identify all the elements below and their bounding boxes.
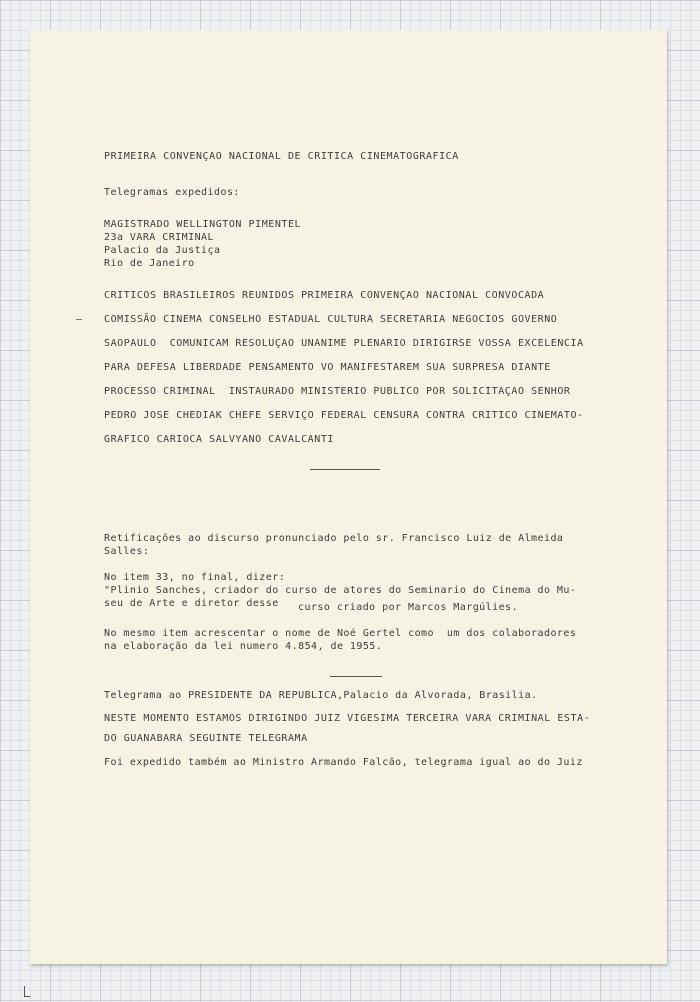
address-line: 23a VARA CRIMINAL (104, 232, 214, 243)
document-title: PRIMEIRA CONVENÇAO NACIONAL DE CRITICA CINEMATOGRAFICA (104, 151, 459, 162)
addition-line: na elaboração da lei numero 4.854, de 1955. (104, 641, 383, 652)
telegram-caps-line: DO GUANABARA SEGUINTE TELEGRAMA (104, 733, 308, 744)
telegram-line: PEDRO JOSE CHEDIAK CHEFE SERVIÇO FEDERAL CENSURA CONTRA CRITICO CINEMATO- (104, 410, 584, 421)
telegram-president-line: Telegrama ao PRESIDENTE DA REPUBLICA,Palacio da Alvorada, Brasilia. (104, 690, 538, 701)
margin-mark (76, 319, 82, 320)
telegram-line: CRITICOS BRASILEIROS REUNIDOS PRIMEIRA CONVENÇAO NACIONAL CONVOCADA (104, 290, 545, 301)
address-line: Rio de Janeiro (104, 258, 195, 269)
addition-line: No mesmo item acrescentar o nome de Noé Gertel como um dos colaboradores (104, 628, 577, 639)
item-line: No item 33, no final, dizer: (104, 572, 286, 583)
telegram-caps-line: NESTE MOMENTO ESTAMOS DIRIGINDO JUIZ VIGESIMA TERCEIRA VARA CRIMINAL ESTA- (104, 713, 591, 724)
corner-mark (24, 986, 30, 997)
section2-heading: Salles: (104, 546, 150, 557)
address-line: Palacio da Justiça (104, 245, 221, 256)
section2-heading: Retificações ao discurso pronunciado pelo sr. Francisco Luiz de Almeida (104, 533, 564, 544)
quote-line: "Plinio Sanches, criador do curso de atores do Seminario do Cinema do Mu- (104, 585, 577, 596)
telegram-line: GRAFICO CARIOCA SALVYANO CAVALCANTI (104, 434, 334, 445)
telegram-line: COMISSÃO CINEMA CONSELHO ESTADUAL CULTURA SECRETARIA NEGOCIOS GOVERNO (104, 314, 558, 325)
telegram-line: SAOPAULO COMUNICAM RESOLUÇAO UNANIME PLENARIO DIRIGIRSE VOSSA EXCELENCIA (104, 338, 584, 349)
section1-heading: Telegramas expedidos: (104, 187, 240, 198)
separator-rule (330, 676, 382, 677)
address-line: MAGISTRADO WELLINGTON PIMENTEL (104, 219, 302, 230)
telegram-line: PROCESSO CRIMINAL INSTAURADO MINISTERIO PUBLICO POR SOLICITAÇAO SENHOR (104, 386, 571, 397)
final-line: Foi expedido também ao Ministro Armando Falcão, telegrama igual ao do Juiz (104, 757, 583, 768)
document-page (30, 30, 667, 964)
quote-line: seu de Arte e diretor desse (104, 598, 279, 609)
separator-rule (310, 469, 380, 470)
quote-line: curso criado por Marcos Margúlies. (298, 602, 518, 613)
telegram-line: PARA DEFESA LIBERDADE PENSAMENTO VO MANIFESTAREM SUA SURPRESA DIANTE (104, 362, 551, 373)
